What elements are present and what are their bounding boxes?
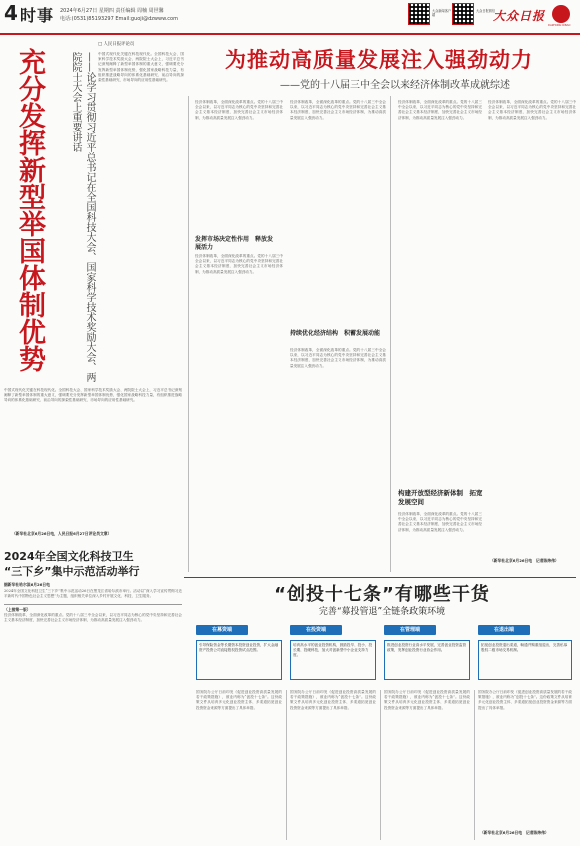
main-article-subhead-1: 发挥市场决定性作用 释放发展活力 xyxy=(195,236,274,251)
commentary-signature: （新华社北京6月26日电，人民日报6月27日评论员文章） xyxy=(12,531,112,536)
column-rule xyxy=(474,690,475,840)
venture-article-body-col1: 国务院办公厅日前印发《促进创业投资高质量发展的若干政策措施》，被业内称为“创投十七条”。这份政策文件从培育多元化创业投资主体、多渠道拓宽创业投资资金来源等方面提出了具体举措。 xyxy=(196,690,282,710)
commentary-body: 中国式现代化关键在科技现代化。全国科技大会、国家科学技术奖励大会、两院院士大会上，习近平总书记深刻阐释了新型举国体制的重大意义，强调要充分发挥新型举国体制优势，强化国家战略科技力量，有组织推进战略导向的体系化基础研究、前沿导向的探索性基础研究、市场导向的应用性基础研究。 xyxy=(98,52,184,83)
logo-seal-icon xyxy=(552,5,570,23)
commentary-body-continued: 中国式现代化关键在科技现代化。全国科技大会、国家科学技术奖励大会、两院院士大会上，习近平总书记深刻阐释了新型举国体制的重大意义，强调要充分发挥新型举国体制优势，强化国家战略科技力量，有组织推进战略导向的体系化基础研究、前沿导向的探索性基础研究、市场导向的应用性基础研究。 xyxy=(4,388,182,403)
tab-exit: 在退出端 xyxy=(478,625,530,635)
main-headline: 为推动高质量发展注入强劲动力 xyxy=(225,48,533,72)
main-article-subhead-3: 构建开放型经济新体制 拓宽发展空间 xyxy=(398,489,483,506)
main-article-body-col4: 经济体制改革，全面深化改革的重点。党的十八届三中全会以来，以习近平同志为核心的党中央坚持和完善社会主义基本经济制度，加快完善社会主义市场经济体制，为推动高质量发展注入强劲动力。 xyxy=(488,100,576,120)
qr-label: 大众日报微信 xyxy=(476,9,496,13)
column-rule xyxy=(390,96,391,572)
main-subheadline: ——党的十八届三中全会以来经济体制改革成就综述 xyxy=(280,80,510,91)
venture-article-body-col3: 国务院办公厅日前印发《促进创业投资高质量发展的若干政策措施》，被业内称为“创投十七条”。这份政策文件从培育多元化创业投资主体、多渠道拓宽创业投资资金来源等方面提出了具体举措。 xyxy=(384,690,470,710)
masthead-rule xyxy=(0,33,580,35)
commentary-title: 充分发挥新型举国体制优势 xyxy=(14,48,45,372)
continued-body: 经济体制改革，全面深化改革的重点。党的十八届三中全会以来，以习近平同志为核心的党中央坚持和完善社会主义基本经济制度，加快完善社会主义市场经济体制，为推动高质量发展注入强劲动力。 xyxy=(4,613,182,623)
main-article-subhead-2: 持续优化经济结构 积蓄发展动能 xyxy=(290,330,381,337)
section-divider xyxy=(184,577,576,578)
page-number: 4 xyxy=(4,1,18,25)
column-rule xyxy=(188,96,189,572)
masthead-editor-line: 2024年6月27日 星期四 责任编辑 周楠 周世馨 xyxy=(60,8,164,14)
commentary-subtitle: ——论学习贯彻习近平总书记在全国科技大会、国家科学技术奖励大会、两院院士大会上重要讲话 xyxy=(70,52,95,382)
venture-article-signature: （新华社北京6月26日电 记者陈炜伟） xyxy=(480,830,549,835)
qr-label: 大众新闻客户端 xyxy=(432,9,452,17)
main-article-body-col3b: 经济体制改革，全面深化改革的重点。党的十八届三中全会以来，以习近平同志为核心的党中央坚持和完善社会主义基本经济制度，加快完善社会主义市场经济体制，为推动高质量发展注入强劲动力。 xyxy=(398,512,482,532)
main-article-body-col1b: 经济体制改革，全面深化改革的重点。党的十八届三中全会以来，以习近平同志为核心的党中央坚持和完善社会主义基本经济制度，加快完善社会主义市场经济体制，为推动高质量发展注入强劲动力。 xyxy=(195,254,283,274)
newspaper-logo: 大众日报 xyxy=(493,9,546,23)
culture-article-body: 2024年全国文化科技卫生“三下乡”集中示范活动26日在黑龙江省哈尔滨市举行。活动以“深入学习宣传贯彻习近平新时代中国特色社会主义思想”为主题，组织相关单位深入乡村开展文化、科技、卫生服务。 xyxy=(4,589,182,599)
venture-article-body-col4: 国务院办公厅日前印发《促进创业投资高质量发展的若干政策措施》，被业内称为“创投十七条”。这份政策文件从培育多元化创业投资主体、多渠道拓宽创业投资资金来源等方面提出了具体举措。 xyxy=(478,690,572,710)
exit-box: 拓宽创业投资退出渠道，畅通并购重组退出，完善私募股权二级市场交易机制。 xyxy=(478,640,572,680)
main-article-body-col3: 经济体制改革，全面深化改革的重点。党的十八届三中全会以来，以习近平同志为核心的党中央坚持和完善社会主义基本经济制度，加快完善社会主义市场经济体制，为推动高质量发展注入强劲动力。 xyxy=(398,100,482,120)
venture-article-subtitle: 完善“募投管退”全链条政策环境 xyxy=(318,607,446,617)
main-article-signature: （新华社北京6月26日电 记者陈炜伟） xyxy=(490,558,559,563)
culture-article-title: 2024年全国文化科技卫生 xyxy=(4,550,134,563)
fundraising-box: 引导保险资金等长期资本投资创业投资，扩大金融资产投资公司直接股权投资试点范围。 xyxy=(196,640,282,680)
masthead-contact-line: 电话:(0531)85193297 Email:guoji@dzwww.com xyxy=(60,16,178,22)
logo-subtext: DAZHONG RIBAO xyxy=(548,24,571,27)
venture-article-title: “创投十七条”有哪些干货 xyxy=(274,584,490,605)
investment-box: 培育高水平的创业投资机构，鼓励投早、投小、投长期、投硬科技，加大对创新型中小企业支持力度。 xyxy=(290,640,376,680)
culture-article-subtitle: “三下乡”集中示范活动举行 xyxy=(4,565,140,578)
culture-article-dateline: 据新华社哈尔滨6月26日电 xyxy=(4,582,50,587)
tab-investment: 在投资端 xyxy=(290,625,342,635)
masthead xyxy=(0,0,580,36)
main-article-body-col1: 经济体制改革，全面深化改革的重点。党的十八届三中全会以来，以习近平同志为核心的党中央坚持和完善社会主义基本经济制度，加快完善社会主义市场经济体制，为推动高质量发展注入强劲动力。 xyxy=(195,100,283,120)
continued-caption: （上接第一版） xyxy=(4,607,31,612)
qr-code-icon[interactable] xyxy=(452,3,474,25)
tab-fundraising: 在募资端 xyxy=(196,625,248,635)
source-tag: □ 人民日报评论员 xyxy=(98,42,135,47)
venture-article-body-col2: 国务院办公厅日前印发《促进创业投资高质量发展的若干政策措施》，被业内称为“创投十七条”。这份政策文件从培育多元化创业投资主体、多渠道拓宽创业投资资金来源等方面提出了具体举措。 xyxy=(290,690,376,710)
management-box: 推进创业投资行业高水平发展，完善创业投资监管政策，发挥创业投资行业协会作用。 xyxy=(384,640,470,680)
qr-code-icon[interactable] xyxy=(408,3,430,25)
section-divider xyxy=(4,604,182,605)
section-name: 时事 xyxy=(20,6,55,25)
main-article-body-col2b: 经济体制改革，全面深化改革的重点。党的十八届三中全会以来，以习近平同志为核心的党中央坚持和完善社会主义基本经济制度，加快完善社会主义市场经济体制，为推动高质量发展注入强劲动力。 xyxy=(290,348,386,368)
column-rule xyxy=(380,690,381,840)
main-article-body-col2: 经济体制改革，全面深化改革的重点。党的十八届三中全会以来，以习近平同志为核心的党中央坚持和完善社会主义基本经济制度，加快完善社会主义市场经济体制，为推动高质量发展注入强劲动力。 xyxy=(290,100,386,120)
column-rule xyxy=(286,690,287,840)
tab-management: 在管理端 xyxy=(384,625,436,635)
